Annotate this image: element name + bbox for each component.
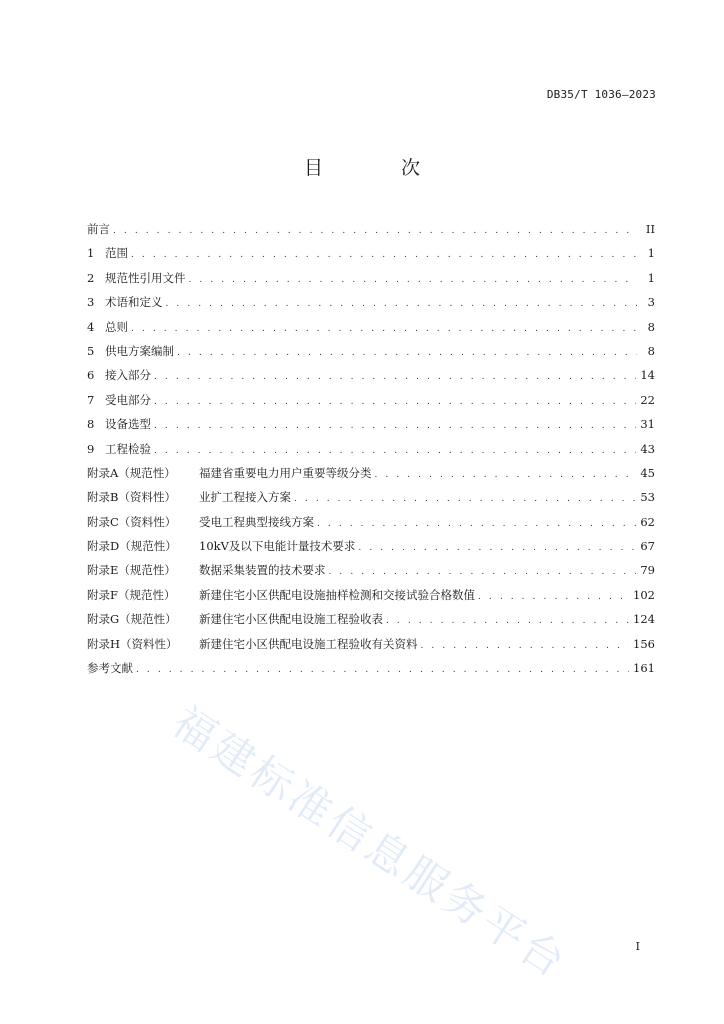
toc-entry-number: 4 [87, 319, 95, 334]
toc-entry-label [87, 315, 128, 339]
toc-entry-page: 67 [640, 539, 655, 554]
toc-entry-label [87, 339, 174, 363]
toc-entry-title: 数据采集装置的技术要求 [199, 563, 326, 578]
toc-entry-number: 7 [87, 392, 95, 407]
toc-leader-dots [136, 658, 629, 682]
toc-entry-page: 79 [640, 563, 655, 578]
toc-entry-title: 总则 [105, 319, 128, 334]
toc-entry-title: 术语和定义 [105, 295, 163, 310]
toc-entry-page: 3 [647, 295, 655, 310]
toc-entry[interactable] [87, 583, 655, 607]
toc-entry-appendix: 附录E（规范性） [87, 563, 176, 578]
toc-entry-appendix: 附录D（规范性） [87, 539, 177, 554]
toc-entry[interactable] [87, 656, 655, 680]
toc-entry-page: 53 [640, 490, 655, 505]
toc-entry-label [87, 266, 186, 290]
toc-entry[interactable] [87, 241, 655, 265]
toc-entry-title: 设备选型 [105, 417, 151, 432]
toc-leader-dots [478, 585, 629, 609]
document-code: DB35/T 1036—2023 [546, 88, 656, 101]
toc-entry[interactable] [87, 607, 655, 631]
toc-entry-label [87, 510, 314, 534]
toc-entry-title: 新建住宅小区供配电设施工程验收有关资料 [199, 636, 418, 651]
toc-entry[interactable] [87, 290, 655, 314]
toc-entry-number: 3 [87, 295, 95, 310]
toc-entry-appendix: 附录G（规范性） [87, 612, 177, 627]
toc-leader-dots [177, 341, 637, 365]
toc-entry-title: 业扩工程接入方案 [199, 490, 291, 505]
toc-leader-dots [154, 390, 636, 414]
toc-entry-label [87, 534, 355, 558]
toc-leader-dots [375, 463, 637, 487]
toc-entry-number: 5 [87, 343, 95, 358]
toc-entry-number: 2 [87, 270, 95, 285]
toc-entry-page: 1 [647, 270, 655, 285]
toc-leader-dots [166, 292, 638, 316]
table-of-contents [87, 217, 655, 680]
toc-entry-title: 参考文献 [87, 661, 133, 676]
toc-entry-page: 8 [647, 319, 655, 334]
toc-entry[interactable] [87, 363, 655, 387]
toc-leader-dots [294, 487, 636, 511]
toc-leader-dots [154, 439, 636, 463]
toc-entry-title: 前言 [87, 222, 110, 236]
toc-entry[interactable] [87, 632, 655, 656]
toc-entry[interactable] [87, 412, 655, 436]
toc-entry-label [87, 217, 110, 241]
toc-entry-page: 62 [640, 514, 655, 529]
toc-entry-page: II [645, 222, 655, 236]
toc-entry-label [87, 290, 163, 314]
toc-entry-page: 1 [647, 246, 655, 261]
toc-entry-title: 福建省重要电力用户重要等级分类 [199, 465, 372, 480]
toc-leader-dots [189, 268, 638, 292]
toc-entry-appendix: 附录H（资料性） [87, 636, 178, 651]
toc-entry-number: 1 [87, 246, 95, 261]
toc-entry[interactable] [87, 315, 655, 339]
toc-entry[interactable] [87, 461, 655, 485]
toc-entry-page: 124 [633, 612, 655, 627]
toc-entry-title: 受电部分 [105, 392, 151, 407]
page-number: I [635, 940, 640, 953]
toc-entry-label [87, 558, 326, 582]
toc-entry-page: 31 [640, 417, 655, 432]
toc-entry-number: 9 [87, 441, 95, 456]
toc-entry-title: 接入部分 [105, 368, 151, 383]
toc-entry[interactable] [87, 217, 655, 241]
toc-entry[interactable] [87, 485, 655, 509]
toc-entry-page: 45 [640, 465, 655, 480]
toc-leader-dots [317, 512, 636, 536]
toc-entry-page: 156 [633, 636, 655, 651]
toc-entry-title: 工程检验 [105, 441, 151, 456]
toc-entry-page: 14 [640, 368, 655, 383]
toc-entry-title: 供电方案编制 [105, 343, 174, 358]
toc-leader-dots [113, 219, 637, 243]
toc-entry-title: 范围 [105, 246, 128, 261]
toc-entry[interactable] [87, 534, 655, 558]
toc-entry-label [87, 485, 291, 509]
toc-entry-label [87, 241, 128, 265]
toc-leader-dots [329, 560, 637, 584]
toc-entry-title: 新建住宅小区供配电设施工程验收表 [199, 612, 383, 627]
toc-leader-dots [358, 536, 636, 560]
toc-entry-title: 受电工程典型接线方案 [199, 514, 314, 529]
toc-leader-dots [421, 634, 630, 658]
toc-entry-page: 43 [640, 441, 655, 456]
toc-entry-label [87, 437, 151, 461]
toc-entry-appendix: 附录A（规范性） [87, 465, 176, 480]
toc-entry-appendix: 附录B（资料性） [87, 490, 176, 505]
toc-entry-appendix: 附录F（规范性） [87, 587, 176, 602]
toc-leader-dots [131, 243, 637, 267]
toc-entry[interactable] [87, 388, 655, 412]
toc-entry-page: 22 [640, 392, 655, 407]
toc-entry-label [87, 412, 151, 436]
toc-entry-label [87, 607, 383, 631]
toc-leader-dots [154, 414, 636, 438]
toc-entry[interactable] [87, 266, 655, 290]
toc-leader-dots [386, 609, 629, 633]
toc-entry-title: 规范性引用文件 [105, 270, 186, 285]
toc-entry-label [87, 583, 475, 607]
toc-title: 目 次 [303, 157, 457, 179]
toc-entry-page: 161 [633, 661, 655, 676]
toc-entry[interactable] [87, 339, 655, 363]
toc-entry-page: 8 [647, 343, 655, 358]
toc-entry-label [87, 632, 418, 656]
toc-entry[interactable] [87, 437, 655, 461]
toc-entry-label [87, 363, 151, 387]
toc-entry-number: 6 [87, 368, 95, 383]
toc-entry-title: 10kV及以下电能计量技术要求 [199, 539, 356, 554]
toc-entry-title: 新建住宅小区供配电设施抽样检测和交接试验合格数值 [199, 587, 475, 602]
toc-entry-appendix: 附录C（资料性） [87, 514, 177, 529]
toc-entry[interactable] [87, 558, 655, 582]
toc-entry[interactable] [87, 510, 655, 534]
toc-leader-dots [131, 317, 637, 341]
toc-entry-label [87, 388, 151, 412]
toc-entry-label [87, 461, 372, 485]
toc-leader-dots [154, 365, 636, 389]
toc-entry-label [87, 656, 133, 680]
toc-entry-page: 102 [633, 587, 655, 602]
watermark: 福建标准信息服务平台 [163, 696, 577, 989]
toc-entry-number: 8 [87, 417, 95, 432]
